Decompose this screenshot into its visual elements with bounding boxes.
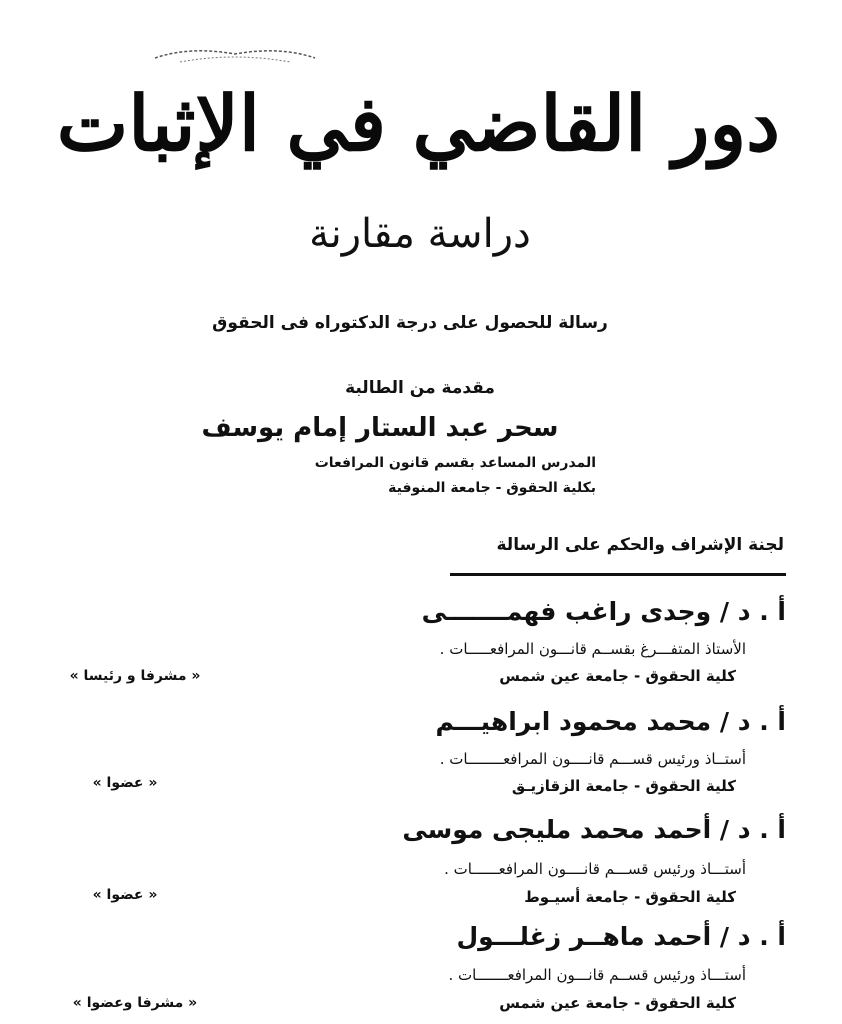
member-name: أ . د / محمد محمود ابراهيـــم	[435, 707, 786, 736]
student-name: سحر عبد الستار إمام يوسف	[201, 413, 559, 443]
member-faculty: كلية الحقوق - جامعة الزقازيـق	[511, 777, 736, 795]
member-name: أ . د / أحمد محمد مليجى موسى	[402, 815, 786, 844]
ornament-decoration	[150, 44, 320, 66]
committee-heading: لجنة الإشراف والحكم على الرسالة	[496, 535, 784, 555]
member-role: « عضوا »	[92, 887, 158, 903]
member-title: أستـــاذ ورئيس قســـم قانــــون المرافعــــــات .	[444, 860, 746, 878]
committee-divider	[450, 573, 786, 576]
member-faculty: كلية الحقوق - جامعة أسيـوط	[524, 888, 736, 906]
member-faculty: كلية الحقوق - جامعة عين شمس	[499, 667, 736, 685]
member-title: أستـــاذ ورئيس قســم قانـــون المرافعـــــــات .	[448, 966, 746, 984]
student-position: المدرس المساعد بقسم قانون المرافعات	[314, 455, 596, 471]
member-title: الأستاذ المتفـــرغ بقســم قانـــون المرافعـــــات .	[439, 640, 746, 658]
thesis-title: دور القاضي في الإثبات	[56, 79, 780, 168]
presented-by-label: مقدمة من الطالبة	[345, 378, 495, 398]
member-faculty: كلية الحقوق - جامعة عين شمس	[499, 994, 736, 1012]
thesis-subtitle: دراسة مقارنة	[309, 211, 531, 257]
degree-statement: رسالة للحصول على درجة الدكتوراه فى الحقوق	[212, 313, 608, 333]
member-name: أ . د / أحمد ماهــر زغلـــول	[456, 922, 786, 951]
member-name: أ . د / وجدى راغب فهمـــــــى	[421, 597, 786, 626]
member-title: أستــاذ ورئيس قســـم قانــــون المرافعــــــــات .	[439, 750, 746, 768]
member-role: « عضوا »	[92, 775, 158, 791]
student-faculty: بكلية الحقوق - جامعة المنوفية	[388, 480, 596, 496]
member-role: « مشرفا وعضوا »	[72, 995, 198, 1011]
member-role: « مشرفا و رئيسا »	[69, 668, 201, 684]
